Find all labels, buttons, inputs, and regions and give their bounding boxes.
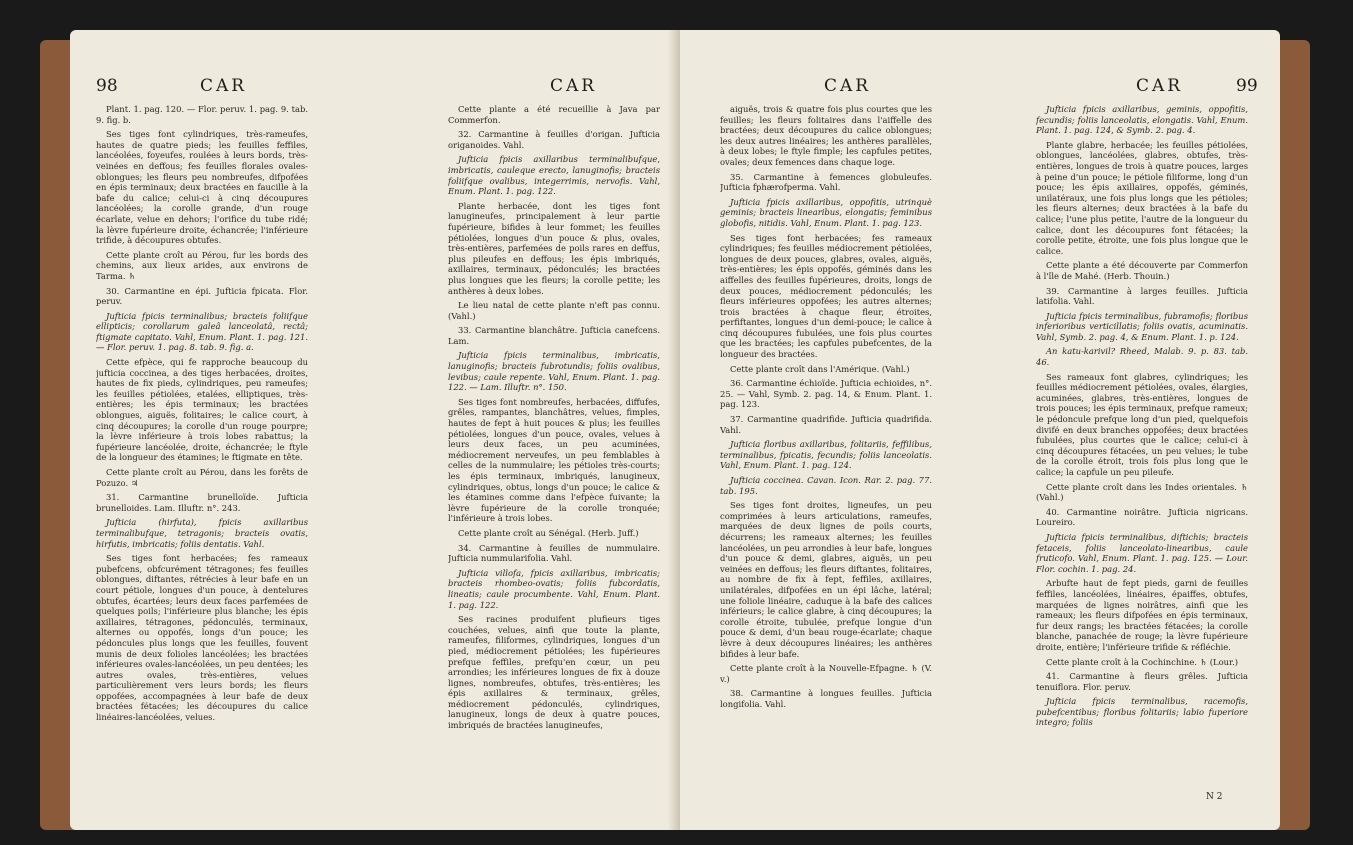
paragraph: Jufticia villofa, fpicis axillaribus, imbricatis; bracteis rhombeo-ovatis; foliis fubcordatis, lineatis; caule procumbente. Vahl, Enum. Plant. 1. pag. 122. bbox=[448, 567, 660, 610]
paragraph: Cette plante croît au Pérou, dans les forêts de Pozuzo. ♃ bbox=[96, 467, 308, 488]
paragraph: Cette efpèce, qui fe rapproche beaucoup du jufticia coccinea, a des tiges herbacées, droites, hautes de fix pieds, cylindriques, peu rameufes; les feuilles pétiolées, etalées, elliptiques, très-entières; les épis terminaux; les bractées oblongues, aiguës, folitaires; le calice court, à cinq découpures; la corolle d'un rouge pourpre; la lèvre inférieure à trois lobes rabattus; la fupérieure lancéolée, droite, échancrée; le ftyle de la longueur des étamines; le ftigmate en tête. bbox=[96, 357, 308, 463]
paragraph: Jufticia fpicis terminalibus; bracteis foliifque ellipticis; corollarum galeâ lanceolatâ, rectâ; ftigmate capitato. Vahl, Enum. Plant. 1. pag. 121. — Flor. peruv. 1. pag. 8. tab. 9. fig. a. bbox=[96, 310, 308, 353]
paragraph: Ses tiges font herbacées; fes rameaux cylindriques; fes feuilles médiocrement pétiolées, longues de deux pouces, glabres, ovales, aiguës, très-entières; les épis oppofés, géminés dans les aiffelles des feuilles fupérieures, droits, longs de deux pouces, médiocrement pédonculés; les fleurs inférieures oppofées; les autres alternes; trois bractées à chaque fleur, étroites, perfiftantes, longues d'un demi-pouce; le calice à cinq découpures fubulées, une fois plus courtes que les bractées; les capfules pubefcentes, de la longueur des bractées. bbox=[720, 232, 932, 360]
paragraph: Jufticia fpicis terminalibus, fubramofis; floribus inferioribus verticillatis; foliis ovatis, acuminatis. Vahl, Symb. 2. pag. 4, & Enum. Plant. 1. p. 124. bbox=[1036, 310, 1248, 342]
paragraph: Jufticia fpicis terminalibus, diftichis; bracteis fetaceis, foliis lanceolato-linearibus, caule fruticofo. Vahl, Enum. Plant. 1. pag. 125. — Lour. Flor. cochin. 1. pag. 24. bbox=[1036, 531, 1248, 574]
paragraph: 30. Carmantine en épi. Jufticia fpicata. Flor. peruv. bbox=[96, 285, 308, 307]
running-head-left-1: CAR bbox=[200, 76, 248, 96]
page-number-left: 98 bbox=[96, 76, 118, 96]
paragraph: 36. Carmantine échioïde. Jufticia echioides, n°. 25. — Vahl, Symb. 2. pag. 14, & Enum. Plant. 1. pag. 123. bbox=[720, 378, 932, 410]
right-column-2 bbox=[1036, 104, 1248, 794]
paragraph: Cette plante croît dans l'Amérique. (Vahl.) bbox=[730, 363, 910, 374]
left-column-2 bbox=[448, 104, 660, 794]
right-column-1 bbox=[720, 104, 932, 794]
paragraph: 37. Carmantine quadrifide. Jufticia quadrifida. Vahl. bbox=[720, 414, 932, 435]
paragraph: Plant. 1. pag. 120. — Flor. peruv. 1. pag. 9. tab. 9. fig. b. bbox=[96, 104, 308, 125]
signature-mark: N 2 bbox=[1206, 792, 1223, 802]
paragraph: Plante herbacée, dont les tiges font lanugineufes, principalement à leur partie fupérieure, bifides à leur fommet; les feuilles pétiolées, longues d'un pouce & plus, ovales, très-entières, parfemées de poils rares en deffus, plus pileufes en deffous; les épis imbriqués, axillaires, terminaux, pédonculés; les bractées plus longues que les fleurs; la corolle petite; les anthères à deux lobes. bbox=[448, 200, 660, 296]
paragraph: 38. Carmantine à longues feuilles. Jufticia longifolia. Vahl. bbox=[720, 688, 932, 709]
paragraph: Cette plante a été recueillie à Java par Commerfon. bbox=[448, 104, 660, 125]
left-page bbox=[70, 30, 690, 830]
paragraph: Ses tiges font nombreufes, herbacées, diffufes, grêles, rampantes, blanchâtres, velues, fimples, hautes de fept à huit pouces & plus; les feuilles pétiolées, longues d'un pouce, ovales, velues à leurs deux faces, un peu acuminées, médiocrement nerveufes, un peu femblables à celles de la nummulaire; les pétioles très-courts; les épis terminaux, imbriqués, lanugineux, cylindriques, obtus, longs d'un pouce; le calice & les étamines comme dans l'efpèce fuivante; la lèvre fupérieure de la corolle tronquée; l'inférieure à trois lobes. bbox=[448, 396, 660, 524]
paragraph: An katu-karivil? Rheed, Malab. 9. p. 83. tab. 46. bbox=[1036, 346, 1248, 368]
running-head-left-2: CAR bbox=[550, 76, 598, 96]
paragraph: Arbufte haut de fept pieds, garni de feuilles feffiles, lancéolées, linéaires, épaiffes, obtufes, marquées de lignes noirâtres, ainfi que les rameaux; les fleurs difpofées en épis terminaux, fur deux rangs; les bractées fétacées; la corolle blanche, panachée de rouge; la lèvre fupérieure droite, entière; l'inférieure trifide & réfléchie. bbox=[1036, 578, 1248, 652]
paragraph: 40. Carmantine noirâtre. Jufticia nigricans. Loureiro. bbox=[1036, 506, 1248, 528]
paragraph: Jufticia fpicis axillaribus, oppofitis, utrinquè geminis; bracteis linearibus, elongatis; feminibus globofis, nitidis. Vahl, Enum. Plant. 1. pag. 123. bbox=[720, 196, 932, 228]
paragraph: Jufticia fpicis terminalibus, racemofis, pubefcentibus; floribus folitariis; labio fuperiore integro; foliis bbox=[1036, 696, 1248, 728]
running-head-right-1: CAR bbox=[824, 76, 872, 96]
paragraph: Cette plante croît à la Cochinchine. ♄ (Lour.) bbox=[1046, 656, 1239, 667]
paragraph: 31. Carmantine brunelloïde. Jufticia brunelloides. Lam. Illuftr. n°. 243. bbox=[96, 492, 308, 513]
paragraph: Plante glabre, herbacée; les feuilles pétiolées, oblongues, lancéolées, glabres, obtufes, très-entières, longues de trois à quatre pouces, larges à peine d'un pouce; le pétiole filiforme, long d'un pouce; les épis axillaires, oppofés, géminés, unilatéraux, une fois plus longs que les pétioles; les fleurs alternes; deux bractées à la bafe du calice; l'une plus petite, l'autre de la longueur du calice, dont les découpures font fétacées; la corolle petite, étroite, une fois plus longue que le calice. bbox=[1036, 139, 1248, 256]
paragraph: Jufticia fpicis axillaribus, geminis, oppofitis, fecundis; foliis lanceolatis, elongatis. Vahl, Enum. Plant. 1. pag. 124, & Symb. 2. pag. 4. bbox=[1036, 104, 1248, 136]
paragraph: 33. Carmantine blanchâtre. Jufticia canefcens. Lam. bbox=[448, 325, 660, 346]
paragraph: 34. Carmantine à feuilles de nummulaire. Jufticia nummularifolia. Vahl. bbox=[448, 542, 660, 564]
paragraph: Jufticia floribus axillaribus, folitariis, feffilibus, terminalibus, fpicatis, fecundis; foliis lanceolatis. Vahl, Enum. Plant. 1. pag. 124. bbox=[720, 439, 932, 471]
running-head-right-2: CAR bbox=[1136, 76, 1184, 96]
paragraph: Ses tiges font droites, ligneufes, un peu comprimées à leurs articulations, rameufes, marquées de deux lignes de poils courts, décurrens; les rameaux alternes; les feuilles lancéolées, un peu arrondies à leur bafe, longues d'un pouce & demi, glabres, aiguës, un peu veinées en deffous; les fleurs diftantes, folitaires, au nombre de fix à fept, feffiles, axillaires, unilatérales, difpofées en un épi lâche, latéral; une foliole linéaire, caduque à la bafe des calices inférieurs; le calice glabre, à cinq découpures; la corolle étroite, tubulée, prefque longue d'un pouce & demi, d'un beau rouge-écarlate; chaque lèvre à deux découpures linéaires; les anthères bifides à leur bafe. bbox=[720, 500, 932, 659]
left-column-1 bbox=[96, 104, 308, 794]
book-spread bbox=[40, 18, 1323, 836]
paragraph: Le lieu natal de cette plante n'eft pas connu. (Vahl.) bbox=[448, 300, 660, 321]
paragraph: Cette plante croît à la Nouvelle-Efpagne. ♄ (V. v.) bbox=[720, 663, 932, 684]
paragraph: 41. Carmantine à fleurs grêles. Jufticia tenuiflora. Flor. peruv. bbox=[1036, 671, 1248, 692]
paragraph: 35. Carmantine à femences globuleufes. Jufticia fphærofperma. Vahl. bbox=[720, 171, 932, 193]
paragraph: 32. Carmantine à feuilles d'origan. Jufticia origanoides. Vahl. bbox=[448, 129, 660, 150]
paragraph: aiguës, trois & quatre fois plus courtes que les feuilles; les fleurs folitaires dans l'aiffelle des bractées; deux découpures du calice oblongues; les deux autres linéaires; les anthères parallèles, à deux lobes; le ftyle fimple; les capfules petites, ovales; deux femences dans chaque loge. bbox=[720, 104, 932, 167]
right-page bbox=[680, 30, 1280, 830]
paragraph: Cette plante croît au Pérou, fur les bords des chemins, aux lieux arides, aux environs de Tarma. ♄ bbox=[96, 249, 308, 281]
paragraph: Ses racines produifent plufieurs tiges couchées, velues, ainfi que toute la plante, rameufes, filiformes, cylindriques, longues d'un pied, médiocrement pétiolées; les fupérieures prefque feffiles, prefqu'en cœur, un peu arrondies; les inférieures longues de fix à douze lignes, nombreufes, obtufes, très-entières; les épis axillaires & terminaux, grêles, médiocrement pédonculés, cylindriques, lanugineux, longs de deux à quatre pouces, imbriqués de bractées lanugineufes, bbox=[448, 614, 660, 731]
paragraph: Cette plante a été découverte par Commerfon à l'île de Mahé. (Herb. Thouin.) bbox=[1036, 260, 1248, 281]
paragraph: Cette plante croît dans les Indes orientales. ♄ (Vahl.) bbox=[1036, 481, 1248, 503]
paragraph: Cette plante croît au Sénégal. (Herb. Juff.) bbox=[458, 527, 639, 538]
paragraph: Jufticia fpicis terminalibus, imbricatis, lanuginofis; bracteis fubrotundis; foliis ovalibus, levibus; caule repente. Vahl, Enum. Plant. 1. pag. 122. — Lam. Illuftr. n°. 150. bbox=[448, 350, 660, 393]
paragraph: Ses rameaux font glabres, cylindriques; les feuilles médiocrement pétiolées, ovales, élargies, acuminées, glabres, très-entières, longues de trois pouces; les épis terminaux, prefque rameux; le pédoncule prefque long d'un pied, quelquefois divifé en deux branches oppofées; deux bractées fubulées, plus courtes que le calice; celui-ci à cinq découpures fétacées, un peu velues; le tube de la corolle étroit, trois fois plus long que le calice; la capfule un peu pileufe. bbox=[1036, 371, 1248, 477]
paragraph: Jufticia (hirfuta), fpicis axillaribus terminalibufque, tetragonis; bracteis ovatis, hirfutis, imbricatis; foliis dentatis. Vahl. bbox=[96, 517, 308, 549]
paragraph: 39. Carmantine à larges feuilles. Jufticia latifolia. Vahl. bbox=[1036, 285, 1248, 307]
paragraph: Ses tiges font herbacées; fes rameaux pubefcens, obfcurément tétragones; fes feuilles oblongues, diftantes, rétrécies à leur bafe en un court pétiole, longues d'un pouce, à dentelures obtufes, écartées; leurs deux faces parfemées de quelques poils; l'inférieure plus blanche; les épis axillaires, tétragones, pédonculés, terminaux, alternes ou oppofés, longs d'un pouce; les pédoncules plus longs que les feuilles, fouvent munis de deux folioles lancéolées; les bractées inférieures ovales-lancéolées, un peu dentées; les autres ovales, très-entières, velues particulièrement vers leurs bords; les fleurs oppofées, accompagnées à leur bafe de deux bractées fétacées; les découpures du calice linéaires-lancéolées, velues. bbox=[96, 553, 308, 723]
paragraph: Ses tiges font cylindriques, très-rameufes, hautes de quatre pieds; les feuilles feffiles, lancéolées, foyeufes, roulées à leurs bords, très-veinées en deffous; fes feuilles florales ovales-oblongues; les fleurs peu nombreufes, difpofées en épis terminaux; deux bractées en faucille à la bafe du calice; celui-ci à cinq découpures lancéolées; la corolle grande, d'un rouge écarlate, velue en dehors; l'orifice du tube ridé; la lèvre fupérieure droite, échancrée; l'inférieure trifide, à découpures obtufes. bbox=[96, 129, 308, 246]
paragraph: Jufticia fpicis axillaribus terminalibufque, imbricatis, cauleque erecto, lanuginofis; bracteis foliifque ovalibus, integerrimis, nervofis. Vahl, Enum. Plant. 1. pag. 122. bbox=[448, 154, 660, 197]
page-number-right: 99 bbox=[1236, 76, 1258, 96]
paragraph: Jufticia coccinea. Cavan. Icon. Rar. 2. pag. 77. tab. 195. bbox=[720, 475, 932, 496]
